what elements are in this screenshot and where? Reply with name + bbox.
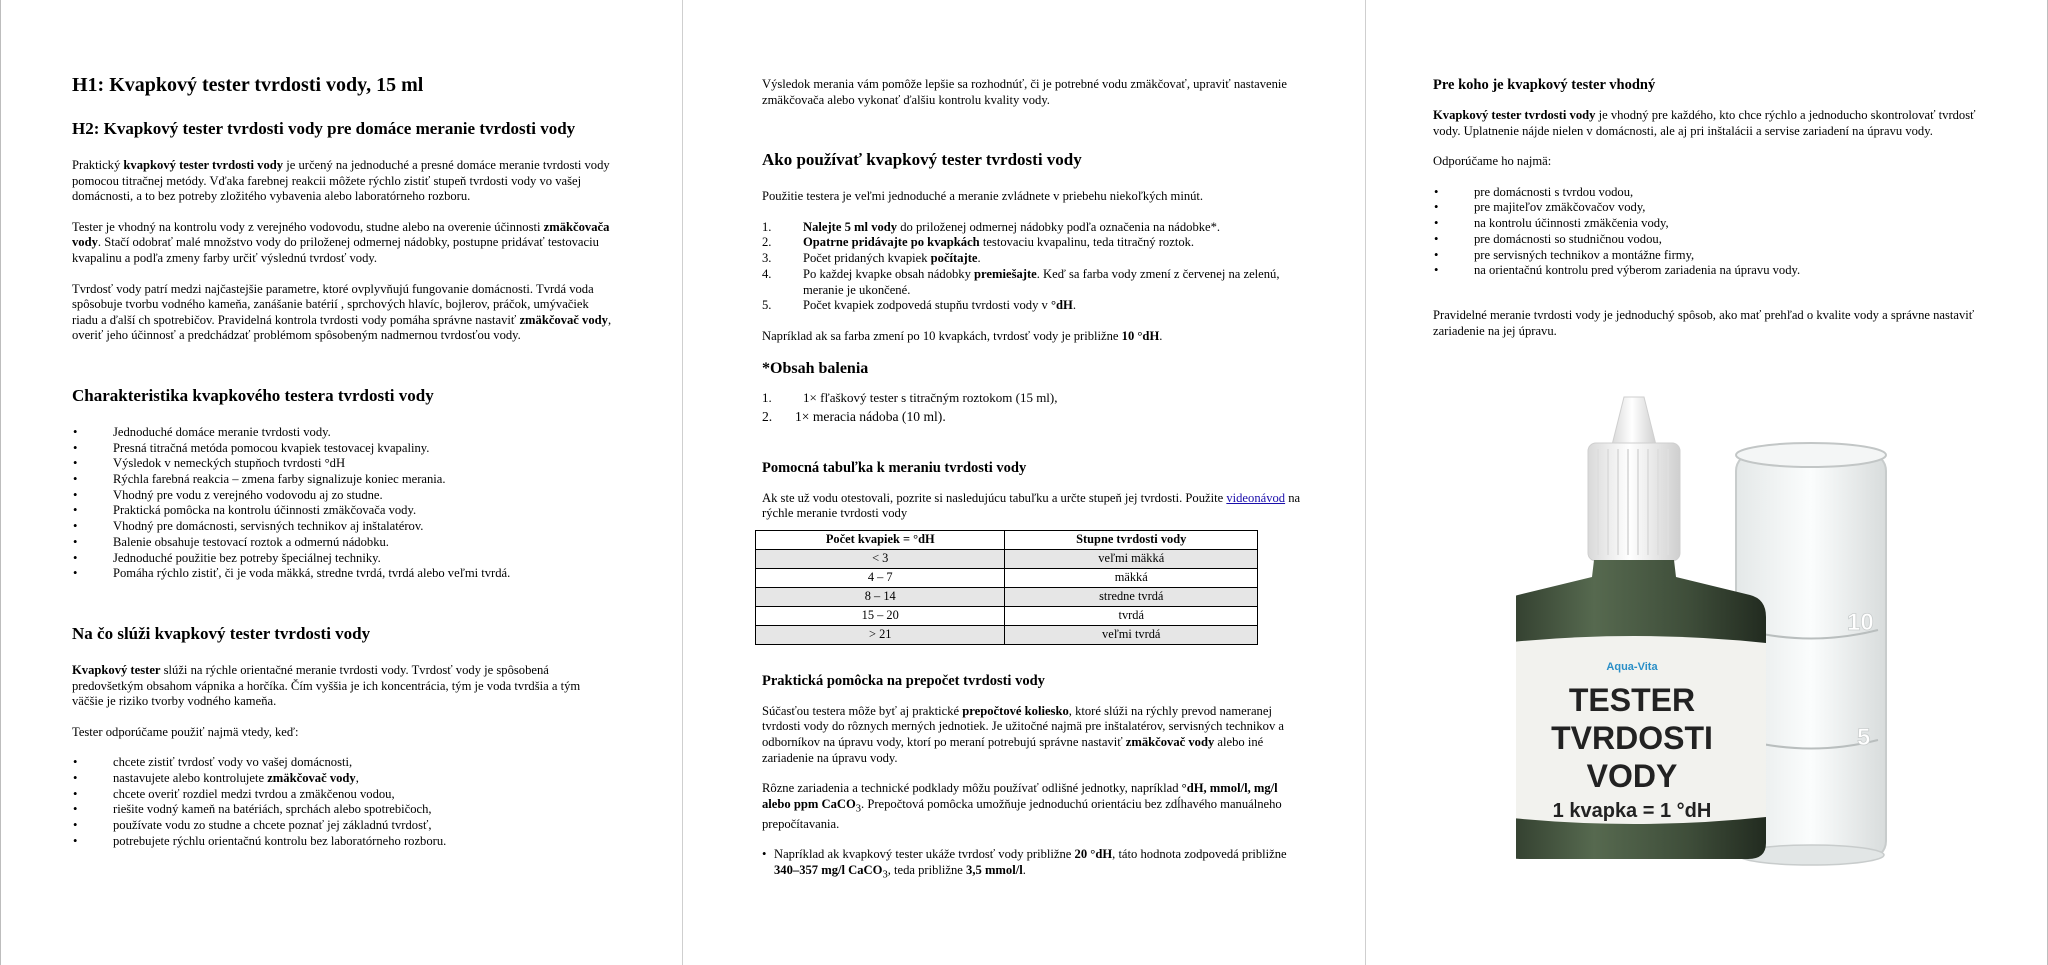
list-item: • riešite vodný kameň na batériách, sprchách alebo spotrebičoch,	[72, 802, 612, 818]
recommend-text: Tester odporúčame použiť najmä vtedy, keď:	[72, 724, 299, 739]
list-item: • pre majiteľov zmäkčovačov vody,	[1433, 200, 1993, 216]
result-paragraph: Výsledok merania vám pomôže lepšie sa rozhodnúť, či je potrebné vodu zmäkčovať, upraviť nastavenie zmäkčovača alebo vykonať ďalšiu kontrolu kvality vody.	[762, 77, 1287, 107]
list-item: • na orientačnú kontrolu pred výberom zariadenia na úpravu vody.	[1433, 263, 1993, 279]
calc-heading: Praktická pomôcka na prepočet tvrdosti vody	[762, 672, 1045, 689]
table-row	[756, 587, 1258, 606]
list-item: • Vhodný pre domácnosti, servisných technikov aj inštalatérov.	[72, 519, 612, 535]
hardness-paragraph: Tvrdosť vody patrí medzi najčastejšie parametre, ktoré ovplyvňujú fungovanie domácnosti. Tvrdá voda spôsobuje tvorbu vodného kameňa, zanášanie batérií , sprchových hlavíc, bojlerov, práčok, umývačiek riadu a ďalší ch spotrebičov. Pravidelná kontrola tvrdosti vody pomáha správne nastaviť zmäkčovač vody, overiť jeho účinnosť a predchádzať problémom spôsobeným nadmernou tvrdosťou vody.	[72, 281, 612, 343]
package-heading: *Obsah balenia	[762, 359, 869, 377]
intro-paragraph: Praktický kvapkový tester tvrdosti vody je určený na jednoduché a presné domáce meranie tvrdosti vody pomocou titračnej metódy. Vďaka farebnej reakcii môžete rýchlo zistiť stupeň tvrdosti vody vo vašej domácnosti, a to bez potreby zložitého vybavenia alebo laboratórneho rozboru.	[72, 158, 610, 204]
package-item: 2. 1× meracia nádoba (10 ml).	[762, 408, 946, 424]
purpose-paragraph: Kvapkový tester slúži na rýchle orientačné meranie tvrdosti vody. Tvrdosť vody je spôsobená predovšetkým obsahom vápnika a horčíka. Čím vyššia je ich koncentrácia, tým je voda tvrdšia a tým väčšie je riziko tvorby vodného kameňa.	[72, 662, 581, 709]
purpose-heading: Na čo slúži kvapkový tester tvrdosti vody	[72, 623, 371, 643]
table-cell: > 21	[756, 625, 1005, 644]
table-heading: Pomocná tabuľka k meraniu tvrdosti vody	[762, 459, 1027, 476]
usage-paragraph: Tester je vhodný na kontrolu vody z verejného vodovodu, studne alebo na overenie účinnosti zmäkčovača vody. Stačí odobrať malé množstvo vody do priloženej odmernej nádobky, postupne pridávať testovaciu kvapalinu a podľa zmeny farby určiť výslednú tvrdosť vody.	[72, 219, 610, 265]
dropper-bottle	[1516, 397, 1766, 859]
drop-ratio-label: 1 kvapka = 1 °dH	[1552, 800, 1712, 822]
table-row	[756, 606, 1258, 625]
units-paragraph: Rôzne zariadenia a technické podklady môžu používať odlišné jednotky, napríklad °dH, mmol/l, mg/l alebo ppm CaCO$_3$. Prepočtová pomôcka umožňuje jednoduchú orientáciu bez zdĺhavého manuálneho prepočítavania.	[762, 781, 1282, 831]
characteristics-heading: Charakteristika kvapkového testera tvrdosti vody	[72, 385, 434, 405]
step-item: 3. Počet pridaných kvapiek počítajte.	[762, 251, 981, 266]
table-row	[756, 625, 1258, 644]
table-cell: veľmi tvrdá	[1005, 625, 1258, 644]
table-cell: < 3	[756, 549, 1005, 568]
table-row	[756, 568, 1258, 587]
table-cell: 4 – 7	[756, 568, 1005, 587]
list-item: • Napríklad ak kvapkový tester ukáže tvrdosť vody približne 20 °dH, táto hodnota zodpovedá približne 340–357 mg/l CaCO$_3$, teda približne 3,5 mmol/l.	[762, 847, 1302, 883]
list-item: • Rýchla farebná reakcia – zmena farby signalizuje koniec merania.	[72, 472, 612, 488]
recommend-text: Odporúčame ho najmä:	[1433, 154, 1552, 169]
list-item: • používate vodu zo studne a chcete poznať jej základnú tvrdosť,	[72, 818, 612, 834]
list-item: • Výsledok v nemeckých stupňoch tvrdosti °dH	[72, 456, 612, 472]
step-item: 2. Opatrne pridávajte po kvapkách testovaciu kvapalinu, teda titračný roztok.	[762, 235, 1195, 250]
list-item: • potrebujete rýchlu orientačnú kontrolu bez laboratórneho rozboru.	[72, 834, 612, 850]
list-item: • na kontrolu účinnosti zmäkčenia vody,	[1433, 216, 1993, 232]
column-header: Stupne tvrdosti vody	[1005, 530, 1258, 549]
list-item: • pre servisných technikov a montážne firmy,	[1433, 248, 1993, 264]
example-paragraph: Napríklad ak sa farba zmení po 10 kvapkách, tvrdosť vody je približne 10 °dH.	[762, 329, 1163, 343]
package-list	[762, 388, 1302, 426]
page-2-content	[762, 77, 1302, 898]
video-guide-link[interactable]: videonávod	[1226, 490, 1286, 505]
final-paragraph: Pravidelné meranie tvrdosti vody je jednoduchý spôsob, ako mať prehľad o kvalite vody a správne nastaviť zariadenie na jej úpravu.	[1433, 308, 1975, 338]
list-item: • Jednoduché domáce meranie tvrdosti vody.	[72, 425, 612, 441]
list-item: • Presná titračná metóda pomocou kvapiek testovacej kvapaliny.	[72, 441, 612, 457]
document-page-3	[1365, 0, 2048, 965]
step-item: 4. Po každej kvapke obsah nádobky premiešajte. Keď sa farba vody zmení z červenej na zelenú, meranie je ukončené.	[762, 266, 1280, 297]
calc-paragraph: Súčasťou testera môže byť aj praktické prepočtové koliesko, ktoré slúži na rýchly prevod nameranej tvrdosti vody do rôznych merných jednotiek. Je užitočné najmä pre inštalatérov, servisných technikov a odborníkov na úpravu vody, ktorí po meraní potrebujú správne nastaviť zmäkčovač vody alebo iné zariadenie na úpravu vody.	[762, 703, 1285, 765]
who-paragraph: Kvapkový tester tvrdosti vody je vhodný pre každého, kto chce rýchlo a jednoducho skontrolovať tvrdosť vody. Uplatnenie nájde nielen v domácnosti, ale aj pri inštalácii a servise zariadení na úpravu vody.	[1433, 108, 1976, 138]
steps-list	[762, 220, 1302, 314]
package-item: 1. 1× fľaškový tester s titračným roztokom (15 ml),	[762, 389, 1058, 405]
hardness-table	[755, 530, 1258, 645]
when-to-use-list	[72, 755, 612, 849]
column-header: Počet kvapiek = °dH	[756, 530, 1005, 549]
table-cell: stredne tvrdá	[1005, 587, 1258, 606]
calc-example-list	[762, 847, 1302, 883]
tube-mark-5: 5	[1857, 724, 1871, 751]
brand-logo: Aqua-Vita	[1606, 661, 1658, 673]
table-cell: 8 – 14	[756, 587, 1005, 606]
list-item: • chcete zistiť tvrdosť vody vo vašej domácnosti,	[72, 755, 612, 771]
page-3-content	[1433, 77, 1993, 354]
table-cell: mäkká	[1005, 568, 1258, 587]
list-item: • chcete overiť rozdiel medzi tvrdou a zmäkčenou vodou,	[72, 787, 612, 803]
audience-list	[1433, 185, 1993, 279]
table-cell: 15 – 20	[756, 606, 1005, 625]
list-item: • Praktická pomôcka na kontrolu účinnosti zmäkčovača vody.	[72, 503, 612, 519]
list-item: • Pomáha rýchlo zistiť, či je voda mäkká, stredne tvrdá, tvrdá alebo veľmi tvrdá.	[72, 566, 612, 582]
label-line-1: TESTER	[1568, 682, 1696, 718]
step-item: 1. Nalejte 5 ml vody do priloženej odmernej nádobky podľa označenia na nádobke*.	[762, 219, 1221, 234]
table-intro: Ak ste už vodu otestovali, pozrite si nasledujúcu tabuľku a určte stupeň jej tvrdosti. Použite videonávod na rýchle meranie tvrdosti vody	[762, 490, 1301, 521]
how-to-use-intro: Použitie testera je veľmi jednoduché a meranie zvládnete v priebehu niekoľkých minút.	[762, 189, 1204, 204]
who-heading: Pre koho je kvapkový tester vhodný	[1433, 77, 1656, 93]
page-1-content	[72, 71, 612, 865]
product-image	[1516, 385, 1896, 875]
list-item: • Balenie obsahuje testovací roztok a odmernú nádobku.	[72, 535, 612, 551]
h2-heading: H2: Kvapkový tester tvrdosti vody pre domáce meranie tvrdosti vody	[72, 119, 576, 138]
list-item: • Vhodný pre vodu z verejného vodovodu aj zo studne.	[72, 488, 612, 504]
list-item: • pre domácnosti so studničnou vodou,	[1433, 232, 1993, 248]
table-row	[756, 549, 1258, 568]
table-header-row	[756, 530, 1258, 549]
table-cell: veľmi mäkká	[1005, 549, 1258, 568]
document-page-1	[0, 0, 682, 965]
label-line-3: VODY	[1586, 758, 1678, 794]
label-line-2: TVRDOSTI	[1551, 720, 1713, 756]
how-to-use-heading: Ako používať kvapkový tester tvrdosti vody	[762, 150, 1082, 170]
h1-heading: H1: Kvapkový tester tvrdosti vody, 15 ml	[72, 74, 424, 96]
table-cell: tvrdá	[1005, 606, 1258, 625]
tube-mark-10: 10	[1847, 609, 1874, 636]
list-item: • nastavujete alebo kontrolujete zmäkčovač vody,	[72, 771, 612, 787]
document-page-2	[682, 0, 1365, 965]
list-item: • pre domácnosti s tvrdou vodou,	[1433, 185, 1993, 201]
characteristics-list	[72, 425, 612, 582]
list-item: • Jednoduché použitie bez potreby špeciálnej techniky.	[72, 551, 612, 567]
step-item: 5. Počet kvapiek zodpovedá stupňu tvrdosti vody v °dH.	[762, 298, 1076, 313]
